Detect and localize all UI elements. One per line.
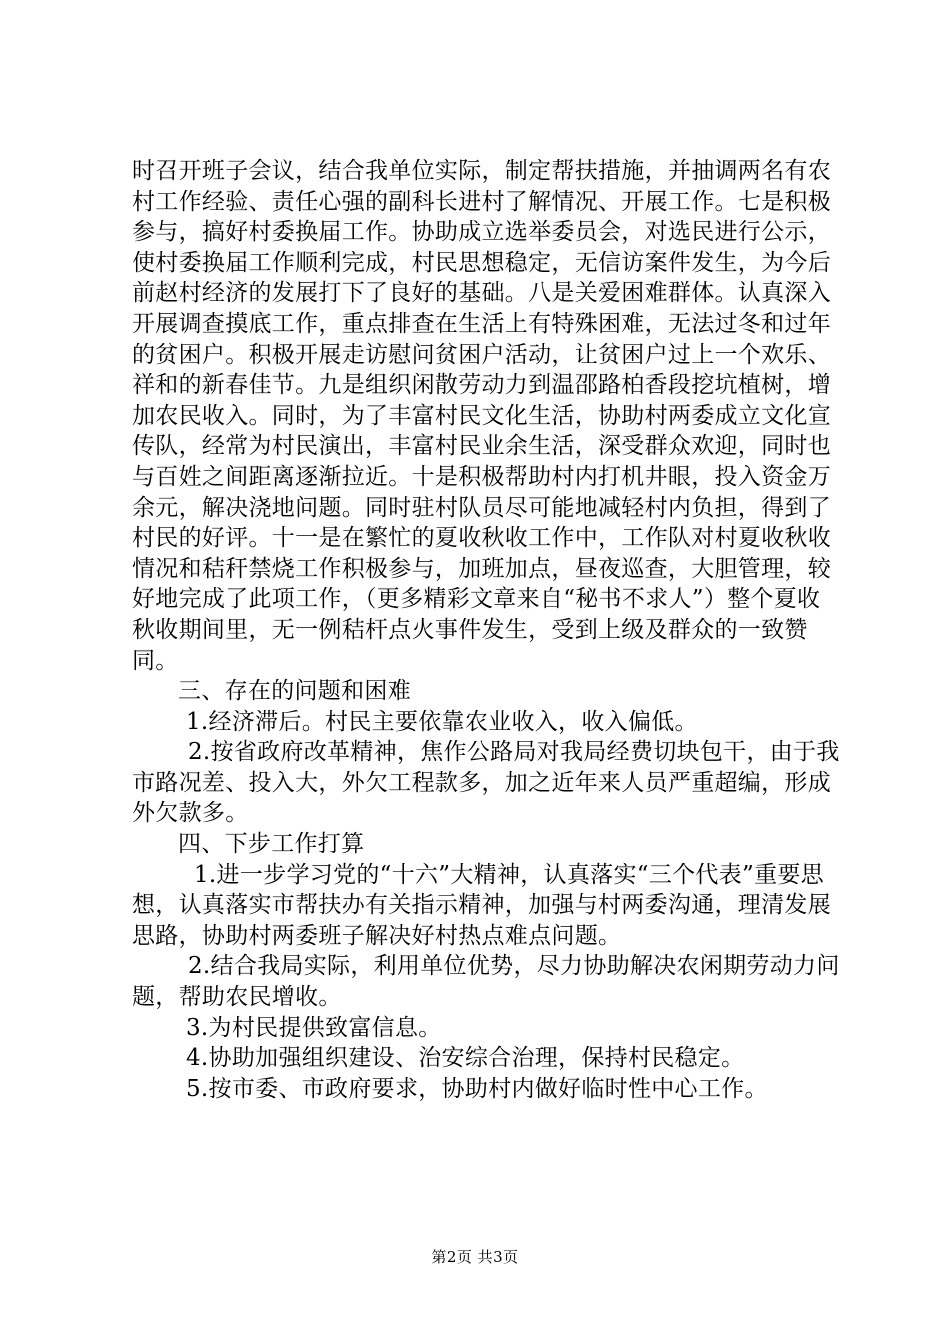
list-item: 2.按省政府改革精神，焦作公路局对我局经费切块包干，由于我市路况差、投入大，外欠工程款多，加之近年来人员严重超编，形成外欠款多。 (132, 739, 840, 827)
list-item: 1.经济滞后。村民主要依靠农业收入，收入偏低。 (186, 708, 698, 735)
list-item: 5.按市委、市政府要求，协助村内做好临时性中心工作。 (186, 1075, 768, 1102)
page-number-label: 第2页 共3页 (431, 1248, 519, 1266)
page-footer (0, 1246, 950, 1267)
section-heading-next-steps: 四、下步工作打算 (178, 831, 365, 858)
list-item: 3.为村民提供致富信息。 (186, 1014, 442, 1041)
list-item: 4.协助加强组织建设、治安综合治理，保持村民稳定。 (186, 1045, 745, 1072)
paragraph-work-summary: 时召开班子会议，结合我单位实际，制定帮扶措施，并抽调两名有农村工作经验、责任心强的副科长进村了解情况、开展工作。七是积极参与，搞好村委换届工作。协助成立选举委员会，对选民进行公示，使村委换届工作顺利完成，村民思想稳定，无信访案件发生，为今后前赵村经济的发展打下了良好的基础。八是关爱困难群体。认真深入开展调查摸底工作，重点排查在生活上有特殊困难，无法过冬和过年的贫困户。积极开展走访慰问贫困户活动，让贫困户过上一个欢乐、祥和的新春佳节。九是组织闲散劳动力到温邵路柏香段挖坑植树，增加农民收入。同时，为了丰富村民文化生活，协助村两委成立文化宣传队，经常为村民演出，丰富村民业余生活，深受群众欢迎，同时也与百姓之间距离逐渐拉近。十是积极帮助村内打机井眼，投入资金万余元，解决浇地问题。同时驻村队员尽可能地减轻村内负担，得到了村民的好评。十一是在繁忙的夏收秋收工作中，工作队对村夏收秋收情况和秸秆禁烧工作积极参与，加班加点，昼夜巡查，大胆管理，较好地完成了此项工作，（更多精彩文章来自“秘书不求人”）整个夏收秋收期间里，无一例秸杆点火事件发生，受到上级及群众的一致赞同。 (132, 158, 831, 674)
list-item: 2.结合我局实际，利用单位优势，尽力协助解决农闲期劳动力问题，帮助农民增收。 (132, 953, 840, 1011)
list-item: 1.进一步学习党的“十六”大精神，认真落实“三个代表”重要思想，认真落实市帮扶办有关指示精神，加强与村两委沟通，理清发展思路，协助村两委班子解决好村热点难点问题。 (132, 861, 831, 949)
document-body (132, 156, 842, 1104)
section-heading-problems: 三、存在的问题和困难 (178, 678, 411, 705)
